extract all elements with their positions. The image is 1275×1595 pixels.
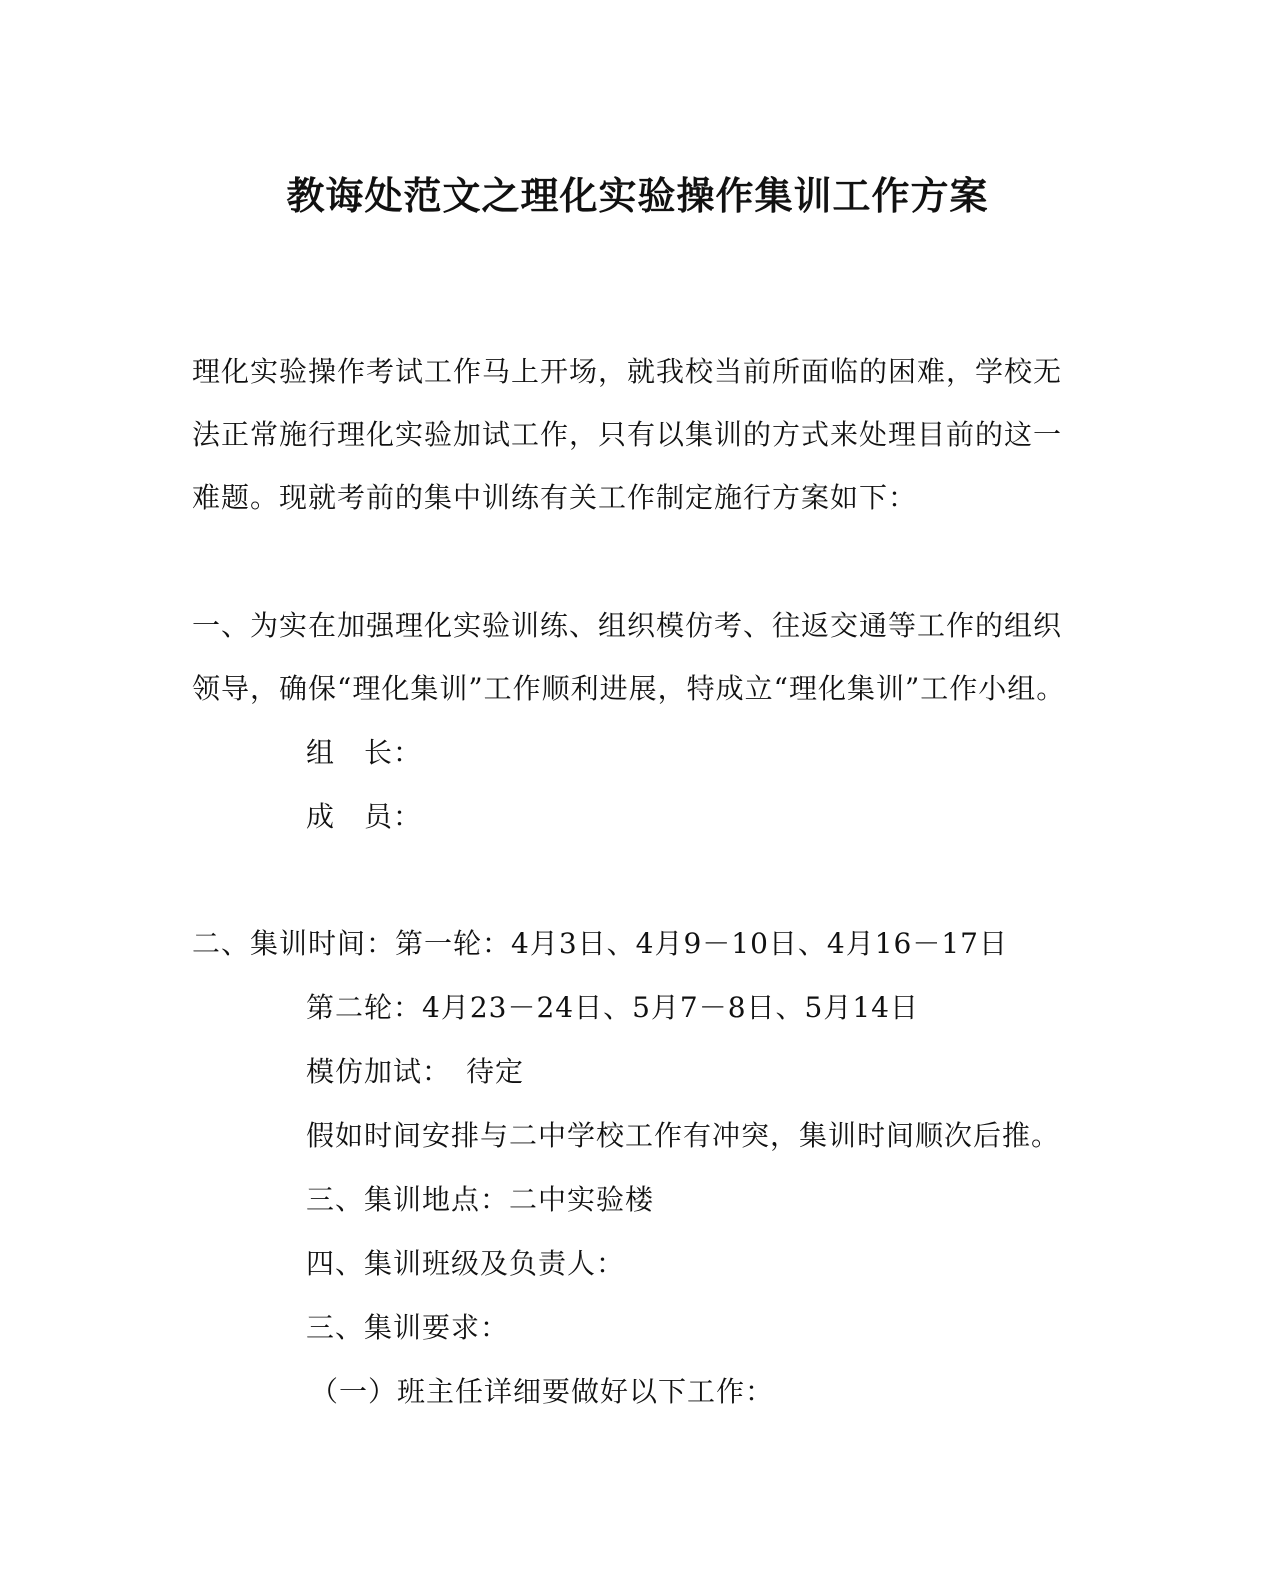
leader-label — [306, 733, 422, 773]
member-label — [306, 797, 422, 837]
schedule-round-1: 二、集训时间：第一轮：4月3日、4月9－10日、4月16－17日 — [192, 927, 1008, 960]
document-title: 教诲处范文之理化实验操作集训工作方案 — [286, 173, 989, 218]
training-requirements: 三、集训要求： — [306, 1311, 510, 1344]
leader-label-char: 组 — [306, 736, 365, 769]
training-location: 三、集训地点：二中实验楼 — [306, 1183, 655, 1216]
member-label-rest: 员： — [364, 800, 423, 833]
intro-line-1: 理化实验操作考试工作马上开场，就我校当前所面临的困难，学校无 — [192, 355, 1063, 388]
section1-line-2: 领导，确保“理化集训”工作顺利进展，特成立“理化集训”工作小组。 — [192, 672, 1066, 705]
intro-line-2: 法正常施行理化实验加试工作，只有以集训的方式来处理目前的这一 — [192, 418, 1063, 451]
intro-line-3: 难题。现就考前的集中训练有关工作制定施行方案如下： — [192, 481, 918, 514]
subsection-head-teacher: （一）班主任详细要做好以下工作： — [310, 1375, 775, 1408]
classes-and-leads: 四、集训班级及负责人： — [306, 1247, 626, 1280]
member-label-char: 成 — [306, 800, 365, 833]
schedule-round-2: 第二轮：4月23－24日、5月7－8日、5月14日 — [306, 991, 919, 1024]
schedule-note: 假如时间安排与二中学校工作有冲突，集训时间顺次后推。 — [306, 1119, 1061, 1152]
leader-label-rest: 长： — [364, 736, 423, 769]
section1-line-1: 一、为实在加强理化实验训练、组织模仿考、往返交通等工作的组织 — [192, 609, 1063, 642]
mock-exam-line: 模仿加试： 待定 — [306, 1055, 525, 1088]
